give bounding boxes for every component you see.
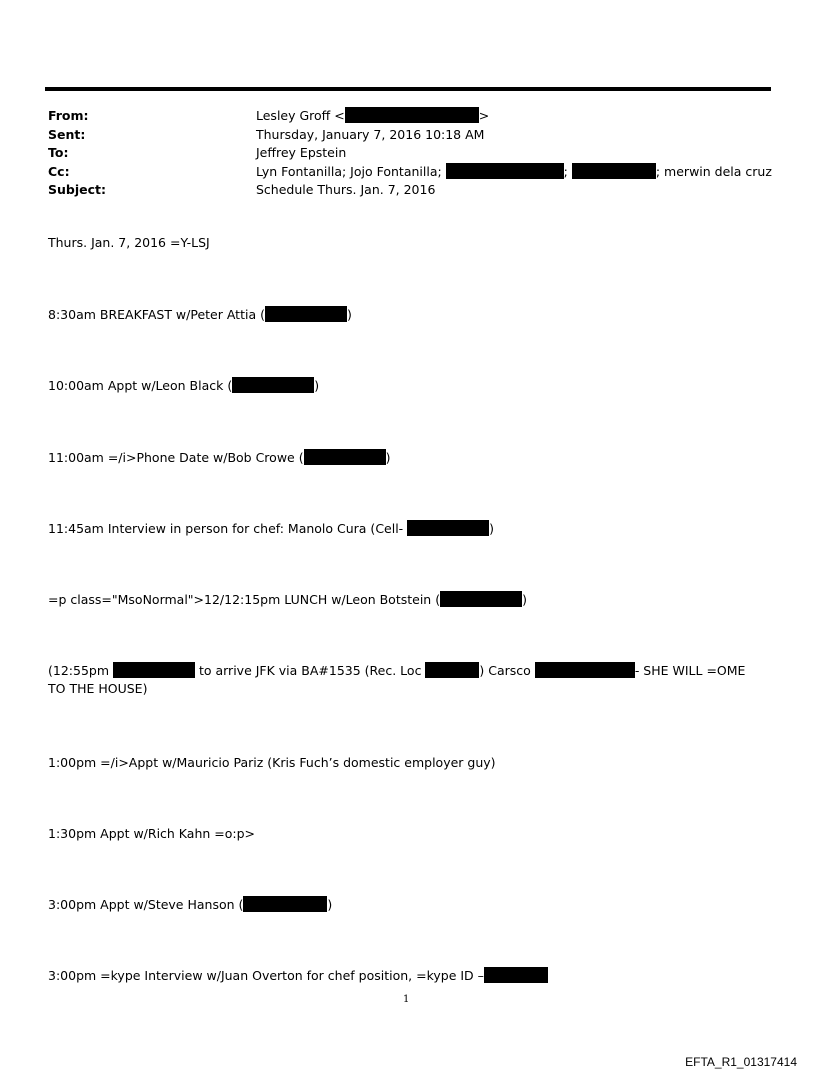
schedule-item bbox=[48, 377, 319, 395]
schedule-item-text: to arrive JFK via BA#1535 (Rec. Loc bbox=[194, 663, 426, 678]
redaction-box bbox=[440, 591, 522, 607]
schedule-item-text: 10:00am Appt w/Leon Black ( bbox=[48, 378, 233, 393]
redaction-box bbox=[425, 662, 479, 678]
close-paren: ) bbox=[346, 307, 352, 322]
schedule-item-text: 11:00am =/i>Phone Date w/Bob Crowe ( bbox=[48, 450, 304, 465]
schedule-date: Thurs. Jan. 7, 2016 =Y-LSJ bbox=[48, 235, 210, 250]
schedule-item-text: 8:30am BREAKFAST w/Peter Attia ( bbox=[48, 307, 265, 322]
redaction-box bbox=[345, 107, 479, 123]
redaction-box bbox=[572, 163, 656, 179]
document-id: EFTA_R1_01317414 bbox=[685, 1055, 797, 1069]
cc-names: Lyn Fontanilla; Jojo Fontanilla; bbox=[256, 163, 442, 179]
from-row bbox=[48, 107, 788, 126]
schedule-item bbox=[48, 449, 390, 467]
subject-label: Subject: bbox=[48, 182, 106, 197]
cc-names-end: ; merwin dela cruz bbox=[655, 163, 772, 179]
email-header bbox=[48, 107, 788, 200]
close-paren: ) bbox=[327, 897, 333, 912]
schedule-item bbox=[48, 591, 527, 609]
schedule-item-text: 11:45am Interview in person for chef: Manolo Cura (Cell- bbox=[48, 521, 408, 536]
from-close: > bbox=[478, 108, 490, 123]
close-paren: ) bbox=[314, 378, 320, 393]
close-paren: ) bbox=[385, 450, 391, 465]
schedule-item-text: 3:00pm =kype Interview w/Juan Overton for chef position, =kype ID – bbox=[48, 968, 484, 983]
page-number: 1 bbox=[403, 994, 410, 1005]
schedule-item: 1:30pm Appt w/Rich Kahn =o:p> bbox=[48, 826, 256, 841]
to-value: Jeffrey Epstein bbox=[256, 145, 347, 160]
redaction-box bbox=[446, 163, 564, 179]
schedule-item-text: ) Carsco bbox=[479, 663, 535, 678]
sent-row bbox=[48, 126, 788, 145]
redaction-box bbox=[304, 449, 386, 465]
schedule-item-text: - SHE WILL =OME TO THE HOUSE) bbox=[48, 663, 746, 696]
from-label: From: bbox=[48, 108, 89, 123]
redaction-box bbox=[113, 662, 195, 678]
schedule-item: 1:00pm =/i>Appt w/Mauricio Pariz (Kris Fuch’s domestic employer guy) bbox=[48, 755, 496, 770]
from-value bbox=[256, 107, 489, 126]
subject-row bbox=[48, 181, 788, 200]
schedule-item-text: =p class="MsoNormal">12/12:15pm LUNCH w/Leon Botstein ( bbox=[48, 592, 441, 607]
header-divider bbox=[45, 87, 771, 91]
sent-label: Sent: bbox=[48, 126, 86, 142]
schedule-item bbox=[48, 896, 332, 914]
from-name: Lesley Groff < bbox=[256, 108, 345, 123]
redaction-box bbox=[232, 377, 314, 393]
sent-value: Thursday, January 7, 2016 10:18 AM bbox=[256, 126, 485, 142]
redaction-box bbox=[484, 967, 548, 983]
schedule-item-text: 3:00pm Appt w/Steve Hanson ( bbox=[48, 897, 244, 912]
redaction-box bbox=[535, 662, 635, 678]
redaction-box bbox=[407, 520, 489, 536]
schedule-item bbox=[48, 662, 764, 698]
cc-value bbox=[256, 163, 772, 182]
redaction-box bbox=[265, 306, 347, 322]
schedule-item bbox=[48, 520, 494, 538]
to-label: To: bbox=[48, 145, 69, 160]
redaction-box bbox=[243, 896, 327, 912]
to-row bbox=[48, 144, 788, 163]
subject-value: Schedule Thurs. Jan. 7, 2016 bbox=[256, 182, 436, 197]
schedule-item bbox=[48, 967, 548, 985]
schedule-item bbox=[48, 306, 352, 324]
cc-label: Cc: bbox=[48, 163, 70, 179]
close-paren: ) bbox=[489, 521, 495, 536]
cc-separator: ; bbox=[563, 163, 568, 179]
cc-row bbox=[48, 163, 788, 182]
schedule-item-text: (12:55pm bbox=[48, 663, 113, 678]
close-paren: ) bbox=[522, 592, 527, 607]
